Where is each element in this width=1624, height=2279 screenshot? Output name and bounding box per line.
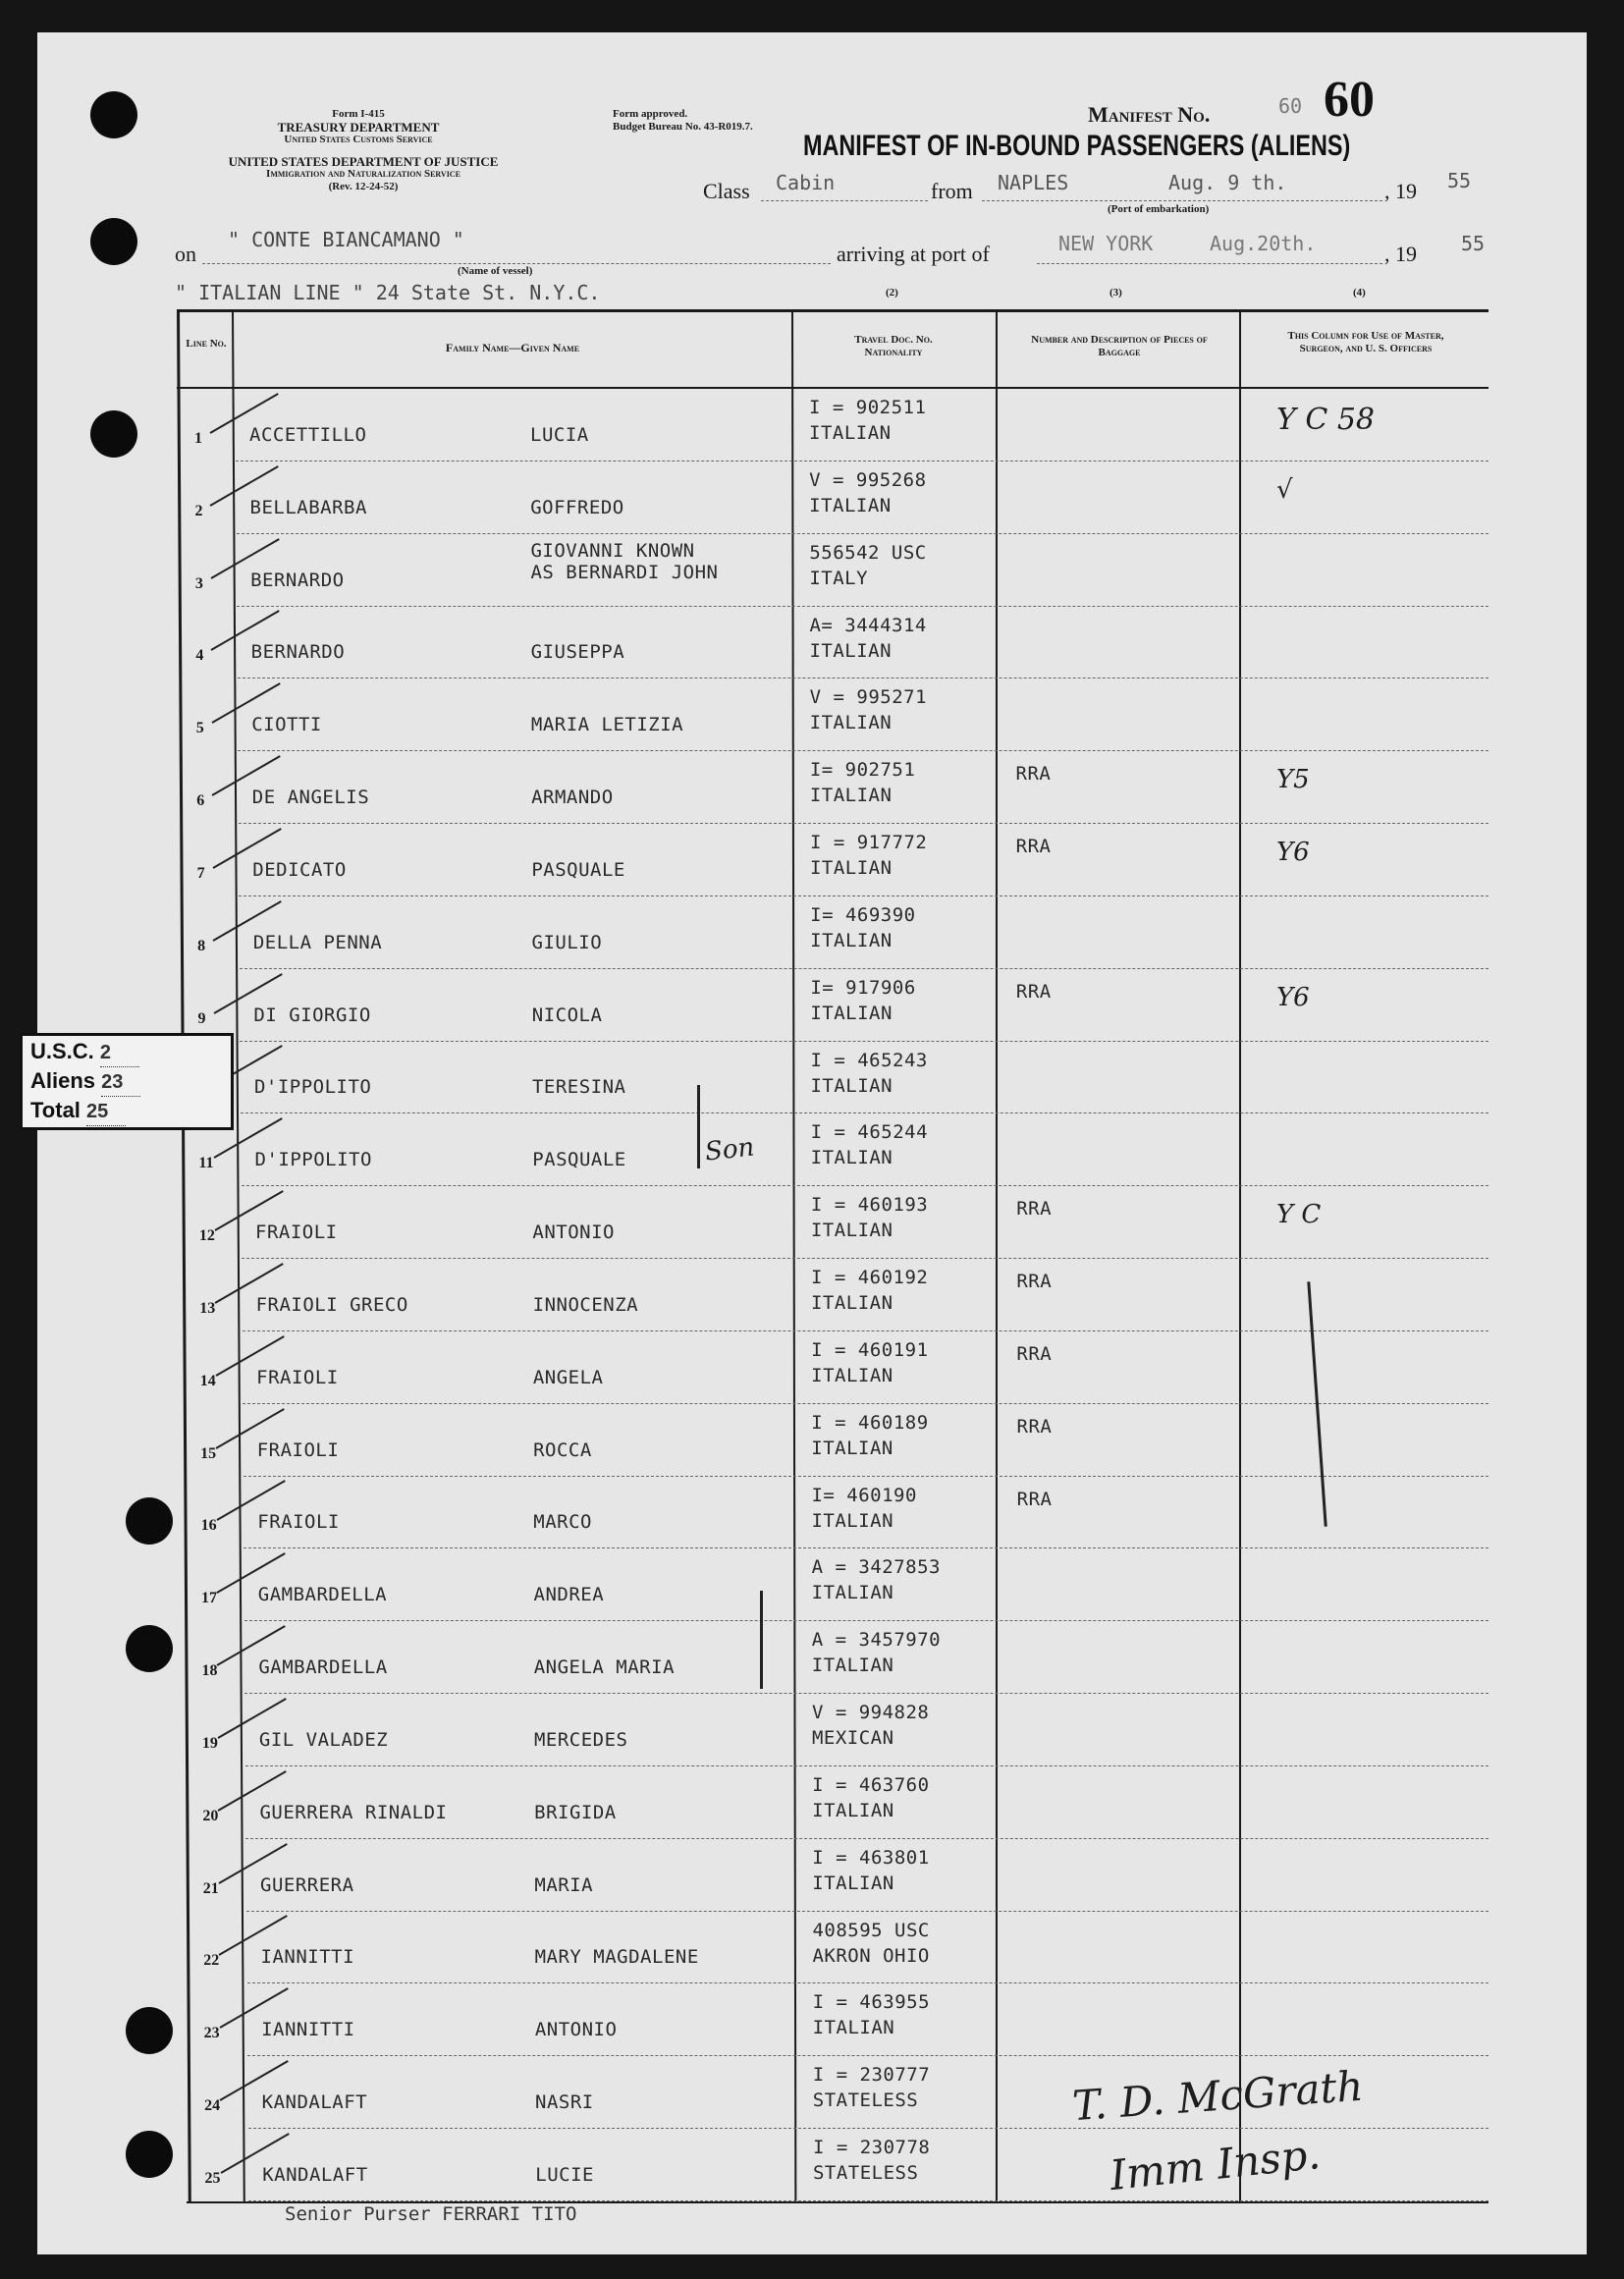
travel-doc-number: A = 3427853	[811, 1556, 941, 1579]
travel-doc-number: I = 463955	[812, 1991, 931, 2014]
from-label: from	[931, 179, 973, 203]
travel-doc-number: I = 460191	[811, 1338, 929, 1361]
from-port: NAPLES	[998, 171, 1069, 194]
travel-doc-number: I = 230778	[812, 2137, 931, 2159]
nationality: ITALY	[809, 567, 869, 589]
row-divider	[247, 2055, 1489, 2056]
count-stamp	[20, 1033, 234, 1130]
travel-doc-number: 556542 USC	[809, 541, 927, 564]
punch-hole	[90, 218, 137, 265]
row-number: 6	[196, 792, 205, 810]
aliens-label: Aliens	[30, 1068, 96, 1093]
given-name: ANTONIO	[532, 1221, 615, 1244]
vessel-caption: (Name of vessel)	[458, 265, 533, 277]
family-name: GAMBARDELLA	[257, 1584, 388, 1606]
ins-service: Immigration and Naturalization Service	[266, 168, 460, 180]
usc-label: U.S.C.	[30, 1039, 94, 1063]
travel-doc-number: A = 3457970	[811, 1629, 942, 1652]
row-divider	[242, 1185, 1489, 1186]
col-divider-officers	[1239, 309, 1241, 2201]
row-divider	[244, 1547, 1489, 1548]
given-name: GIULIO	[531, 931, 603, 953]
travel-doc-number: I = 460192	[810, 1267, 929, 1289]
nationality: ITALIAN	[810, 929, 893, 951]
nationality: ITALIAN	[809, 785, 893, 807]
row-number: 9	[197, 1009, 206, 1027]
given-name: ANTONIO	[534, 2019, 618, 2041]
form-number-block	[236, 108, 481, 146]
family-name: GUERRERA RINALDI	[259, 1801, 448, 1823]
baggage-desc: RRA	[1016, 1198, 1053, 1221]
baggage-desc: RRA	[1016, 1415, 1053, 1438]
usc-count-row	[30, 1038, 223, 1067]
manifest-no-small: 60	[1278, 94, 1303, 118]
row-number: 12	[198, 1227, 215, 1245]
row-number: 17	[201, 1590, 218, 1607]
travel-doc-number: I = 465243	[810, 1049, 928, 1071]
family-name: FRAIOLI	[256, 1438, 340, 1461]
nationality: ITALIAN	[812, 1872, 894, 1894]
given-name: MARIA LETIZIA	[530, 714, 684, 736]
col-num-2: (2)	[886, 287, 898, 298]
row-number: 18	[201, 1662, 218, 1680]
baggage-desc: RRA	[1016, 1488, 1053, 1510]
arriving-year: 55	[1461, 232, 1486, 255]
total-count: 25	[86, 1098, 126, 1126]
class-value: Cabin	[776, 171, 836, 194]
family-name: DI GIORGIO	[253, 1004, 371, 1026]
row-number: 19	[201, 1734, 218, 1752]
family-name: GUERRERA	[260, 1873, 354, 1896]
travel-doc-number: I = 460193	[810, 1194, 929, 1217]
inspector-signature: T. D. McGrath	[1070, 2061, 1365, 2131]
nationality: ITALIAN	[811, 1509, 894, 1532]
given-name: GIUSEPPA	[530, 641, 625, 664]
nationality: ITALIAN	[811, 1655, 894, 1677]
aliens-count-row	[30, 1067, 223, 1097]
customs-service: United States Customs Service	[284, 134, 433, 145]
row-divider	[244, 1620, 1489, 1621]
given-name: ANDREA	[533, 1584, 605, 1606]
family-name: BELLABARBA	[249, 496, 367, 518]
travel-doc-number: I = 230777	[812, 2064, 931, 2087]
officer-note: √	[1276, 474, 1293, 505]
officer-note: Y6	[1276, 982, 1310, 1012]
agent-line: " ITALIAN LINE " 24 State St. N.Y.C.	[175, 281, 601, 304]
row-number: 1	[194, 429, 202, 447]
total-count-row	[30, 1097, 223, 1126]
row-number: 13	[199, 1299, 216, 1317]
travel-doc-number: I= 902751	[809, 759, 916, 782]
punch-hole	[90, 91, 137, 138]
vessel-blank-line	[202, 263, 831, 264]
row-divider	[245, 1765, 1489, 1766]
given-name: NICOLA	[531, 1004, 603, 1026]
arriving-year-prefix: , 19	[1384, 242, 1417, 266]
row-divider	[243, 1330, 1489, 1331]
travel-doc-number: I= 469390	[810, 903, 916, 926]
row-number: 14	[199, 1372, 216, 1389]
family-name: BERNARDO	[250, 569, 345, 591]
row-number: 16	[200, 1517, 217, 1535]
row-divider	[240, 968, 1489, 969]
row-divider	[241, 1112, 1489, 1113]
page-title: MANIFEST OF IN-BOUND PASSENGERS (ALIENS)	[803, 130, 1351, 162]
travel-doc-number: I= 917906	[810, 976, 916, 999]
family-name: D'IPPOLITO	[254, 1149, 372, 1171]
revision-date: (Rev. 12-24-52)	[328, 181, 399, 192]
header-bottom-border	[177, 387, 1489, 389]
officer-note: Y6	[1276, 838, 1310, 868]
row-divider	[248, 2128, 1489, 2129]
punch-hole	[90, 410, 137, 458]
travel-doc-number: I = 917772	[809, 832, 928, 854]
row-divider	[238, 750, 1489, 751]
family-name: DEDICATO	[252, 858, 347, 881]
usc-count: 2	[100, 1039, 139, 1067]
nationality: AKRON OHIO	[812, 1944, 930, 1967]
family-name: FRAIOLI GRECO	[255, 1293, 408, 1316]
given-name: BRIGIDA	[534, 1801, 617, 1823]
officer-note: Y C 58	[1276, 403, 1376, 437]
row-number: 2	[194, 502, 203, 519]
vessel-name: " CONTE BIANCAMANO "	[228, 228, 464, 251]
row-divider	[246, 1911, 1489, 1912]
row-divider	[239, 823, 1489, 824]
given-name: ARMANDO	[531, 787, 614, 809]
family-name: KANDALAFT	[262, 2164, 368, 2186]
family-name: DE ANGELIS	[251, 787, 370, 809]
family-name: IANNITTI	[260, 1946, 355, 1969]
row-divider	[240, 1041, 1489, 1042]
handwritten-son: Son	[703, 1132, 756, 1167]
family-name: FRAIOLI	[256, 1366, 339, 1388]
inspector-title: Imm Insp.	[1108, 2129, 1324, 2200]
col-header-travel-doc: Travel Doc. No. Nationality	[854, 334, 933, 358]
row-divider	[244, 1476, 1489, 1477]
family-name: DELLA PENNA	[252, 931, 383, 953]
on-label: on	[175, 242, 196, 266]
given-name: GIOVANNI KNOWN AS BERNARDI JOHN	[530, 539, 719, 583]
col-divider-baggage	[996, 309, 998, 2201]
travel-doc-number: I = 463760	[812, 1773, 930, 1796]
officer-note: Y C	[1276, 1200, 1322, 1230]
given-name: MARCO	[533, 1511, 592, 1534]
family-name: GIL VALADEZ	[258, 1728, 389, 1751]
family-name: ACCETTILLO	[249, 423, 367, 446]
row-number: 5	[195, 720, 204, 737]
travel-doc-number: I = 463801	[812, 1846, 930, 1869]
baggage-desc: RRA	[1015, 836, 1052, 858]
budget-bureau: Budget Bureau No. 43-R019.7.	[613, 121, 753, 133]
pen-stroke	[760, 1591, 763, 1689]
row-number: 22	[203, 1952, 220, 1970]
nationality: ITALIAN	[810, 1002, 893, 1024]
nationality: ITALIAN	[809, 422, 892, 444]
family-name: CIOTTI	[251, 714, 322, 736]
justice-dept-block	[167, 155, 560, 193]
nationality: ITALIAN	[812, 2017, 895, 2039]
baggage-desc: RRA	[1016, 1342, 1053, 1365]
row-number: 8	[197, 937, 206, 954]
col-header-officers: This Column for Use of Master, Surgeon, and U. S. Officers	[1287, 330, 1444, 354]
col-header-baggage: Number and Description of Pieces of Baggage	[1031, 334, 1208, 358]
given-name: INNOCENZA	[532, 1293, 639, 1316]
row-number: 3	[194, 574, 203, 592]
row-divider	[237, 606, 1489, 607]
class-blank-line	[761, 200, 928, 201]
given-name: PASQUALE	[531, 858, 625, 881]
punch-hole	[126, 1497, 173, 1545]
given-name: MERCEDES	[533, 1728, 628, 1751]
purser-line: Senior Purser FERRARI TITO	[285, 2203, 577, 2225]
manifest-no-large: 60	[1324, 72, 1375, 128]
nationality: ITALIAN	[809, 857, 893, 880]
class-label: Class	[703, 179, 750, 203]
nationality: ITALIAN	[810, 1220, 893, 1242]
from-date: Aug. 9 th.	[1168, 171, 1287, 194]
given-name: MARIA	[534, 1873, 594, 1896]
arriving-port: NEW YORK	[1058, 232, 1154, 255]
arriving-date: Aug.20th.	[1210, 232, 1317, 255]
row-divider	[237, 533, 1489, 534]
travel-doc-number: 408595 USC	[812, 1919, 930, 1941]
nationality: STATELESS	[812, 2162, 919, 2185]
row-divider	[239, 895, 1489, 896]
row-number: 21	[202, 1879, 219, 1897]
row-number: 4	[195, 647, 204, 665]
arriving-label: arriving at port of	[837, 242, 990, 266]
travel-doc-number: I = 460189	[811, 1411, 929, 1434]
given-name: ROCCA	[533, 1438, 592, 1461]
given-name: PASQUALE	[532, 1149, 626, 1171]
nationality: ITALIAN	[811, 1582, 894, 1604]
given-name: NASRI	[535, 2091, 594, 2114]
row-number: 20	[202, 1807, 219, 1824]
row-number: 7	[196, 864, 205, 882]
family-name: D'IPPOLITO	[253, 1076, 372, 1099]
given-name: TERESINA	[531, 1076, 626, 1099]
travel-doc-number: V = 995271	[809, 686, 928, 709]
from-blank-line	[982, 200, 1382, 201]
port-caption: (Port of embarkation)	[1108, 203, 1210, 215]
family-name: BERNARDO	[250, 641, 346, 664]
travel-doc-number: I = 465244	[810, 1121, 929, 1144]
col-num-4: (4)	[1353, 287, 1366, 298]
row-divider	[243, 1403, 1489, 1404]
given-name: LUCIA	[530, 423, 589, 446]
justice-dept: UNITED STATES DEPARTMENT OF JUSTICE	[228, 154, 499, 169]
given-name: GOFFREDO	[530, 496, 624, 518]
nationality: ITALIAN	[810, 1074, 893, 1097]
officer-note: Y5	[1276, 765, 1310, 795]
nationality: ITALIAN	[812, 1799, 894, 1821]
row-divider	[248, 2200, 1489, 2201]
nationality: ITALIAN	[810, 1147, 893, 1169]
travel-doc-number: V = 995268	[809, 468, 927, 491]
given-name: LUCIE	[535, 2164, 594, 2186]
form-approved: Form approved.	[613, 108, 688, 120]
baggage-desc: RRA	[1016, 1271, 1053, 1293]
year-value: 55	[1447, 169, 1472, 192]
manifest-no-label: Manifest No.	[1088, 102, 1211, 127]
row-number: 24	[204, 2097, 221, 2115]
year-prefix: , 19	[1384, 179, 1417, 203]
row-number: 15	[200, 1444, 217, 1462]
aliens-count: 23	[101, 1068, 140, 1097]
row-divider	[244, 1693, 1489, 1694]
given-name: ANGELA	[532, 1366, 604, 1388]
row-divider	[245, 1838, 1489, 1839]
family-name: KANDALAFT	[261, 2091, 368, 2114]
travel-doc-number: I = 902511	[809, 397, 927, 418]
nationality: ITALIAN	[811, 1437, 893, 1459]
table-top-border	[177, 309, 1489, 312]
punch-hole	[126, 1625, 173, 1672]
form-number: Form I-415	[332, 108, 385, 120]
family-name: GAMBARDELLA	[258, 1656, 388, 1679]
nationality: ITALIAN	[809, 712, 893, 734]
travel-doc-number: A= 3444314	[809, 614, 927, 636]
nationality: ITALIAN	[811, 1364, 893, 1386]
nationality: STATELESS	[812, 2089, 919, 2112]
given-name: MARY MAGDALENE	[534, 1946, 699, 1969]
total-label: Total	[30, 1098, 81, 1122]
travel-doc-number: I= 460190	[811, 1484, 917, 1506]
family-name: FRAIOLI	[257, 1511, 340, 1534]
arriving-blank-line	[1037, 263, 1382, 264]
treasury-dept: TREASURY DEPARTMENT	[277, 120, 440, 135]
baggage-desc: RRA	[1015, 763, 1052, 786]
given-name: ANGELA MARIA	[533, 1656, 676, 1679]
col-header-name: Family Name—Given Name	[445, 341, 580, 354]
family-name: FRAIOLI	[255, 1221, 338, 1244]
nationality: ITALIAN	[809, 494, 892, 516]
punch-hole	[126, 2007, 173, 2054]
nationality: ITALIAN	[810, 1292, 893, 1315]
nationality: ITALIAN	[809, 639, 893, 662]
nationality: MEXICAN	[811, 1727, 894, 1750]
row-divider	[242, 1258, 1489, 1259]
row-divider	[247, 1982, 1489, 1983]
form-approved-block	[613, 108, 753, 134]
travel-doc-number: V = 994828	[811, 1702, 930, 1724]
family-name: IANNITTI	[261, 2019, 355, 2041]
row-number: 23	[203, 2025, 220, 2042]
row-number: 11	[198, 1155, 214, 1172]
pen-stroke	[697, 1085, 700, 1168]
col-header-line-no: Line No.	[186, 338, 227, 350]
punch-hole	[126, 2131, 173, 2178]
row-number: 25	[204, 2170, 221, 2187]
col-num-3: (3)	[1110, 287, 1122, 298]
baggage-desc: RRA	[1015, 980, 1052, 1003]
